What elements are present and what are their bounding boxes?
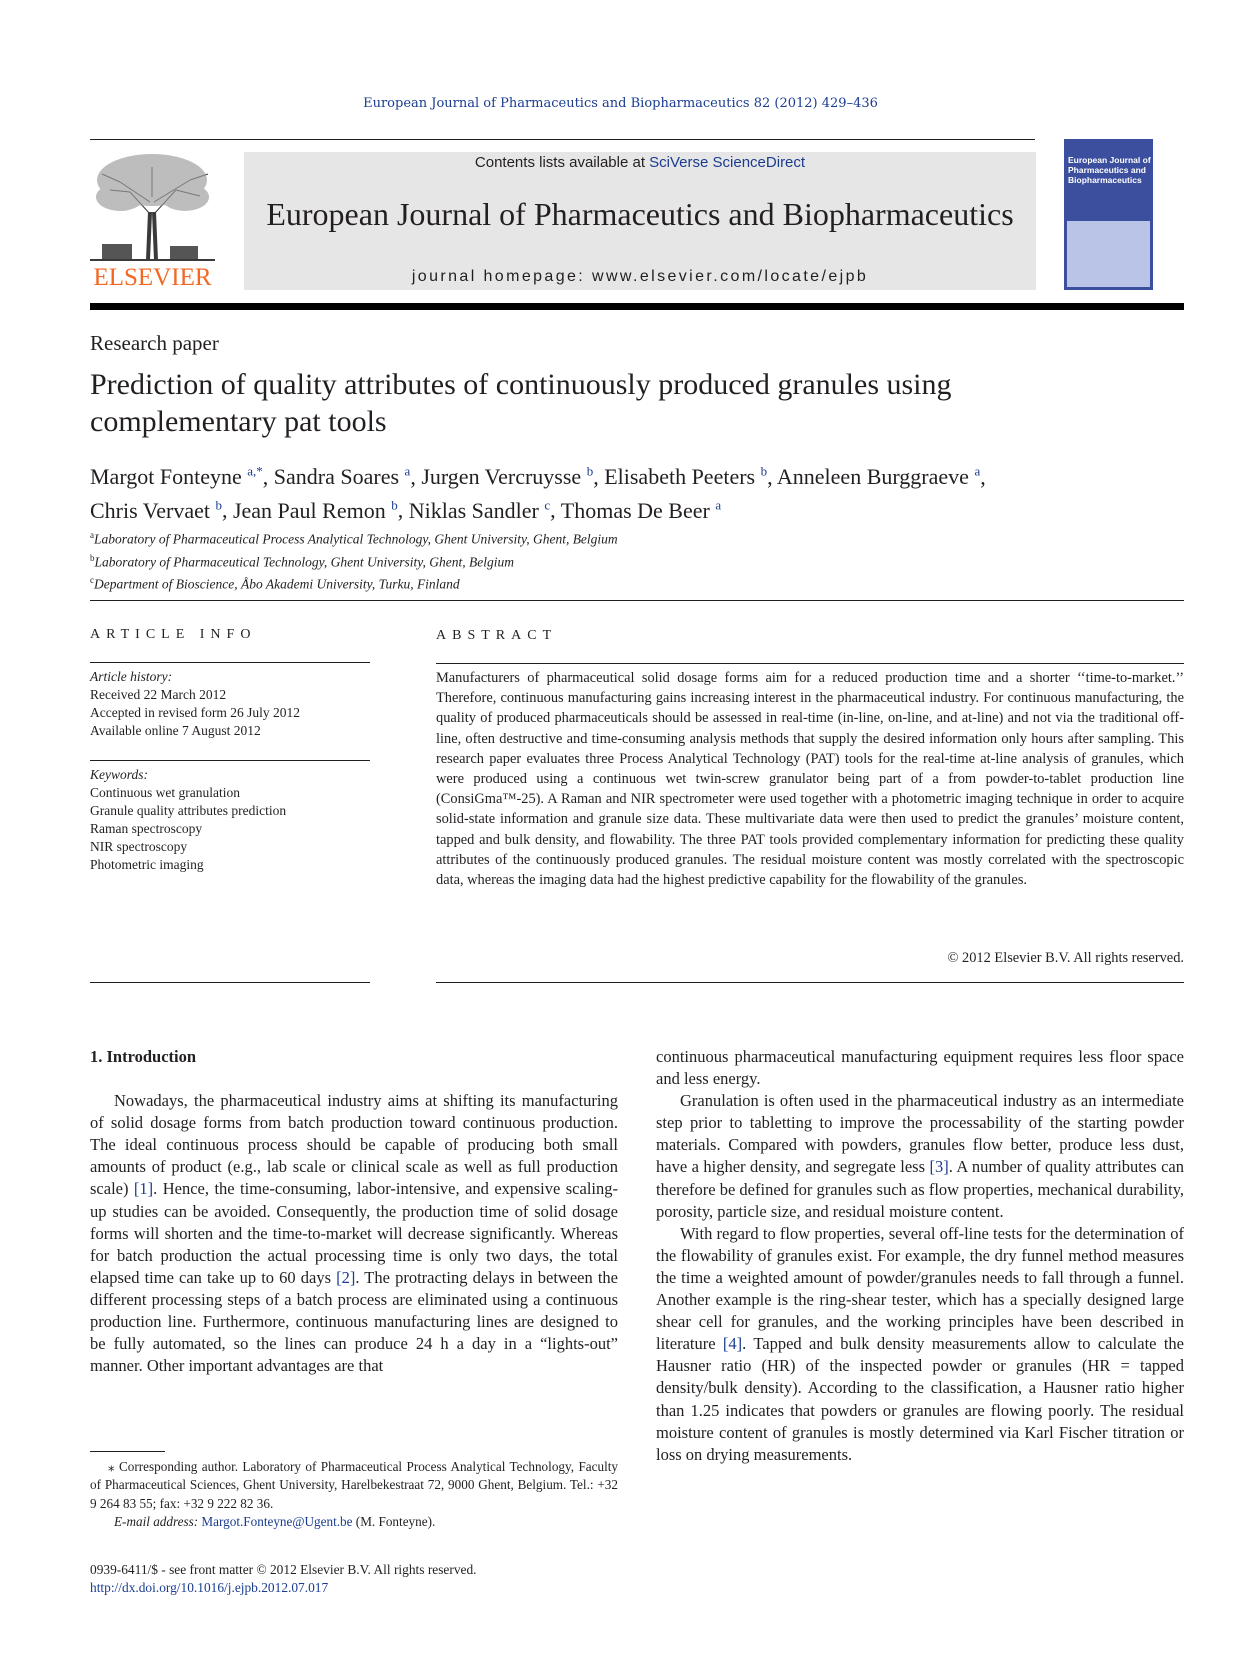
page-footer xyxy=(90,1561,690,1598)
journal-citation[interactable]: European Journal of Pharmaceutics and Biopharmaceutics 82 (2012) 429–436 xyxy=(363,96,878,111)
author-affiliation-mark: b xyxy=(586,464,594,479)
journal-cover-thumbnail[interactable] xyxy=(1064,139,1153,290)
keyword: Continuous wet granulation xyxy=(90,785,240,800)
author[interactable]: Jurgen Vercruysse $^b$ xyxy=(421,464,594,490)
elsevier-logo[interactable] xyxy=(90,152,215,292)
author-affiliation-mark: b xyxy=(391,497,398,513)
email-line: E-mail address: Margot.Fonteyne@Ugent.be (M. Fonteyne). xyxy=(114,1514,436,1530)
keyword: Granule quality attributes prediction xyxy=(90,803,287,818)
body-left-column xyxy=(90,1046,618,1377)
section-heading: 1. Introduction xyxy=(90,1047,197,1066)
elsevier-wordmark: ELSEVIER xyxy=(93,264,212,291)
abstract-copyright: © 2012 Elsevier B.V. All rights reserved. xyxy=(947,950,1184,966)
author[interactable]: Elisabeth Peeters $^b$ xyxy=(604,464,768,490)
body-right-column xyxy=(656,1046,1184,1466)
article-info-rule xyxy=(90,982,370,983)
author[interactable]: Chris Vervaet $^b$ xyxy=(90,497,222,523)
history-item: Received 22 March 2012 xyxy=(90,687,227,702)
issn-line: 0939-6411/$ - see front matter © 2012 Elsevier B.V. All rights reserved. xyxy=(90,1562,477,1577)
author[interactable]: Thomas De Beer $^a$ xyxy=(560,497,722,523)
footnote-text: ⁎ Corresponding author. Laboratory of Pharmaceutical Process Analytical Technology, Faculty of Pharmaceutical Sciences, Ghent University, Harelbekestraat 72, 9000 Ghent, Belgium. Tel.: +32 9 264 83 55; fax: +32 9 222 82 36. xyxy=(90,1459,618,1511)
article-title: Prediction of quality attributes of continuously produced granules using complementary pat tools xyxy=(90,368,952,438)
header-thick-rule xyxy=(90,303,1184,310)
keywords-label: Keywords: xyxy=(90,767,148,782)
article-info-rule xyxy=(90,760,370,761)
abstract-text: Manufacturers of pharmaceutical solid dosage forms aim for a reduced production time and a shorter ‘‘time-to-market.’’ Therefore, continuous manufacturing gains increasing interest in the pharmaceutical industry. For continuous manufacturing, the quality of produced pharmaceuticals should be assessed in real-time (in-line, on-line, and at-line) and not via the traditional off-line, often destructive and time-consuming analysis methods that supply the desired information only hours after sampling. This research paper evaluates three Process Analytical Technology (PAT) tools for the real-time at-line analysis of granules, which were produced using a continuous wet twin-screw granulator being part of a from powder-to-tablet production line (ConsiGma™-25). A Raman and NIR spectrometer were used together with a photometric imaging technique in order to acquire solid-state information and granule size data. These multivariate data were then used to predict the granules’ moisture content, tapped and bulk density, and flowability. The three PAT tools provided complementary information for predicting these quality attributes of the continuously produced granules. The residual moisture content was mostly correlated with the spectroscopic data, whereas the imaging data had the highest predictive capability for the flowability of the granules. xyxy=(436,670,1184,889)
contents-line xyxy=(244,154,1036,171)
author[interactable]: Niklas Sandler $^c$ xyxy=(408,497,551,523)
journal-name: European Journal of Pharmaceutics and Biopharmaceutics xyxy=(266,196,1014,232)
reference-link[interactable]: [1] xyxy=(133,1179,154,1199)
affiliation: $^c$Department of Bioscience, Åbo Akademi University, Turku, Finland xyxy=(90,575,460,592)
header-top-rule xyxy=(90,139,1035,140)
article-info-heading: ARTICLE INFO xyxy=(90,627,257,642)
author-affiliation-mark: a xyxy=(404,464,411,479)
reference-link[interactable]: [2] xyxy=(336,1267,356,1287)
abstract-rule xyxy=(436,982,1184,983)
body-paragraph: Nowadays, the pharmaceutical industry aims at shifting its manufacturing of solid dosage forms from batch production toward continuous production. The ideal continuous process should be capable of producing both small amounts of product (e.g., lab scale or clinical scale as well as full production scale) [1]. Hence, the time-consuming, labor-intensive, and expensive scaling-up studies can be avoided. Consequently, the production time of solid dosage forms will shorten and the time-to-market will decrease significantly. Whereas for batch production the actual processing time is only two days, the total elapsed time can take up to 60 days [2]. The protracting delays in between the different processing steps of a batch process are eliminated using a continuous production line. Furthermore, continuous manufacturing lines are designed to be fully automated, so the lines can produce 24 h a day in a “lights-out” manner. Other important advantages are that xyxy=(90,1091,619,1376)
history-item: Accepted in revised form 26 July 2012 xyxy=(90,705,300,720)
article-info-rule xyxy=(90,662,370,663)
keywords xyxy=(90,766,370,874)
author-affiliation-mark: c xyxy=(544,497,551,513)
article-history xyxy=(90,668,370,740)
abstract-heading: ABSTRACT xyxy=(436,628,558,643)
keyword: Raman spectroscopy xyxy=(90,821,203,836)
footnote-rule xyxy=(90,1451,165,1452)
article-type: Research paper xyxy=(90,331,219,355)
contents-prefix: Contents lists available at xyxy=(474,154,650,171)
author[interactable]: Sandra Soares $^a$ xyxy=(273,464,411,490)
journal-banner xyxy=(244,152,1036,290)
author-affiliation-mark: b xyxy=(215,497,222,513)
doi-link[interactable]: http://dx.doi.org/10.1016/j.ejpb.2012.07.017 xyxy=(90,1580,329,1596)
affiliation: $^a$Laboratory of Pharmaceutical Process Analytical Technology, Ghent University, Ghent, Belgium xyxy=(90,530,618,547)
author-list: Margot Fonteyne $^{a,*}$, Sandra Soares $^a$, Jurgen Vercruysse $^b$, Elisabeth Peeters $^b$, Anneleen Burggraeve $^a$, Chris Vervaet $^b$, Jean Paul Remon $^b$, Niklas Sandler $^c$, Thomas De Beer $^a$ xyxy=(90,464,986,523)
journal-homepage-link[interactable]: journal homepage: www.elsevier.com/locate/ejpb xyxy=(411,268,869,285)
sciencedirect-link[interactable]: SciVerse ScienceDirect xyxy=(649,154,806,171)
affiliation-list xyxy=(90,526,990,594)
author-affiliation-mark: a xyxy=(715,497,722,513)
reference-link[interactable]: [4] xyxy=(722,1334,743,1354)
author-affiliation-mark: a,* xyxy=(247,464,263,479)
body-paragraph: continuous pharmaceutical manufacturing equipment requires less floor space and less energy. xyxy=(656,1047,1184,1089)
abstract-rule xyxy=(436,663,1184,664)
reference-link[interactable]: [3] xyxy=(929,1157,949,1177)
email-link[interactable]: Margot.Fonteyne@Ugent.be xyxy=(201,1514,353,1530)
author[interactable]: Anneleen Burggraeve $^a$ xyxy=(776,464,981,490)
body-paragraph: With regard to flow properties, several off-line tests for the determination of the flowability of granules exist. For example, the dry funnel method measures the time a weighted amount of powder/granules needs to fall through a funnel. Another example is the ring-shear tester, which has a specially designed large shear cell for granules, and the working principles have been described in literature [4]. Tapped and bulk density measurements allow to calculate the Hausner ratio (HR) of the inspected powder or granules (HR = tapped density/bulk density). According to the classification, a Hausner ratio higher than 1.25 indicates that powders or granules are flowing poorly. The residual moisture content of granules is mostly determined via Karl Fischer titration or loss on drying measurements. xyxy=(656,1223,1185,1464)
history-item: Available online 7 August 2012 xyxy=(90,723,261,738)
section-divider xyxy=(90,600,1184,601)
author[interactable]: Margot Fonteyne $^{a,*}$ xyxy=(90,464,263,490)
keyword: Photometric imaging xyxy=(90,857,204,872)
body-paragraph: Granulation is often used in the pharmaceutical industry as an intermediate step prior to tabletting to improve the processability of the starting powder materials. Compared with powders, granules flow better, produce less dust, have a higher density, and segregate less [3]. A number of quality attributes can therefore be defined for granules such as flow properties, mechanical durability, porosity, particle size, and residual moisture content. xyxy=(656,1091,1184,1221)
keyword: NIR spectroscopy xyxy=(90,839,188,854)
author-affiliation-mark: b xyxy=(760,464,768,479)
cover-title: European Journal of Pharmaceutics and Biopharmaceutics xyxy=(1068,155,1151,185)
author-affiliation-mark: a xyxy=(974,464,981,479)
cover-lower-panel xyxy=(1067,221,1150,287)
corresponding-author-footnote xyxy=(90,1458,618,1532)
affiliation: $^b$Laboratory of Pharmaceutical Technology, Ghent University, Ghent, Belgium xyxy=(90,552,514,569)
author[interactable]: Jean Paul Remon $^b$ xyxy=(232,497,398,523)
article-history-label: Article history: xyxy=(90,669,173,684)
tree-icon xyxy=(90,152,215,262)
